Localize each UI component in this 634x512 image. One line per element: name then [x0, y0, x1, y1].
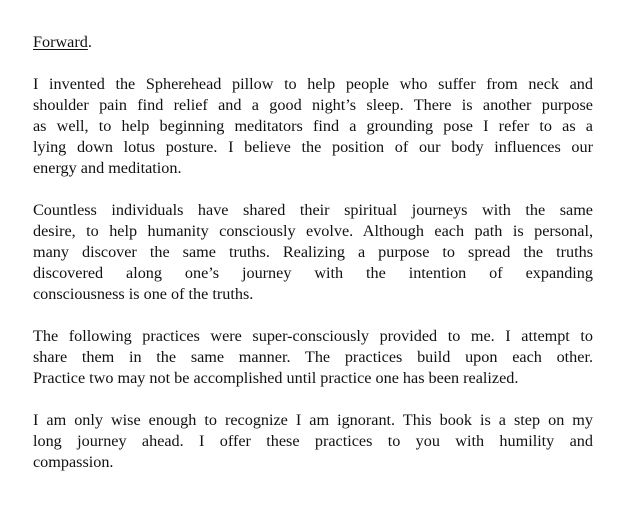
section-heading — [33, 32, 593, 53]
heading-punctuation: . — [87, 33, 92, 51]
paragraph-4 — [33, 410, 593, 473]
heading-title: Forward — [33, 33, 88, 51]
text-line: shoulder pain find relief and a good night’s sleep. There is another purpose — [33, 96, 593, 114]
text-line: discovered along one’s journey with the intention of expanding — [33, 264, 593, 282]
document-page — [33, 32, 593, 494]
text-line: long journey ahead. I offer these practices to you with humility and — [33, 432, 593, 450]
text-line: lying down lotus posture. I believe the position of our body influences our — [33, 138, 593, 156]
text-line: consciousness is one of the truths. — [33, 285, 254, 303]
text-line: I am only wise enough to recognize I am ignorant. This book is a step on my — [33, 411, 593, 429]
text-line: many discover the same truths. Realizing a purpose to spread the truths — [33, 243, 593, 261]
paragraph-2 — [33, 200, 593, 305]
text-line: energy and meditation. — [33, 159, 182, 177]
text-line: as well, to help beginning meditators find a grounding pose I refer to as a — [33, 117, 593, 135]
paragraph-3 — [33, 326, 593, 389]
text-line: I invented the Spherehead pillow to help people who suffer from neck and — [33, 75, 593, 93]
text-line: Practice two may not be accomplished until practice one has been realized. — [33, 369, 519, 387]
text-line: compassion. — [33, 453, 114, 471]
text-line: share them in the same manner. The practices build upon each other. — [33, 348, 593, 366]
text-line: Countless individuals have shared their spiritual journeys with the same — [33, 201, 593, 219]
paragraph-1 — [33, 74, 593, 179]
text-line: The following practices were super-consciously provided to me. I attempt to — [33, 327, 593, 345]
text-line: desire, to help humanity consciously evolve. Although each path is personal, — [33, 222, 593, 240]
